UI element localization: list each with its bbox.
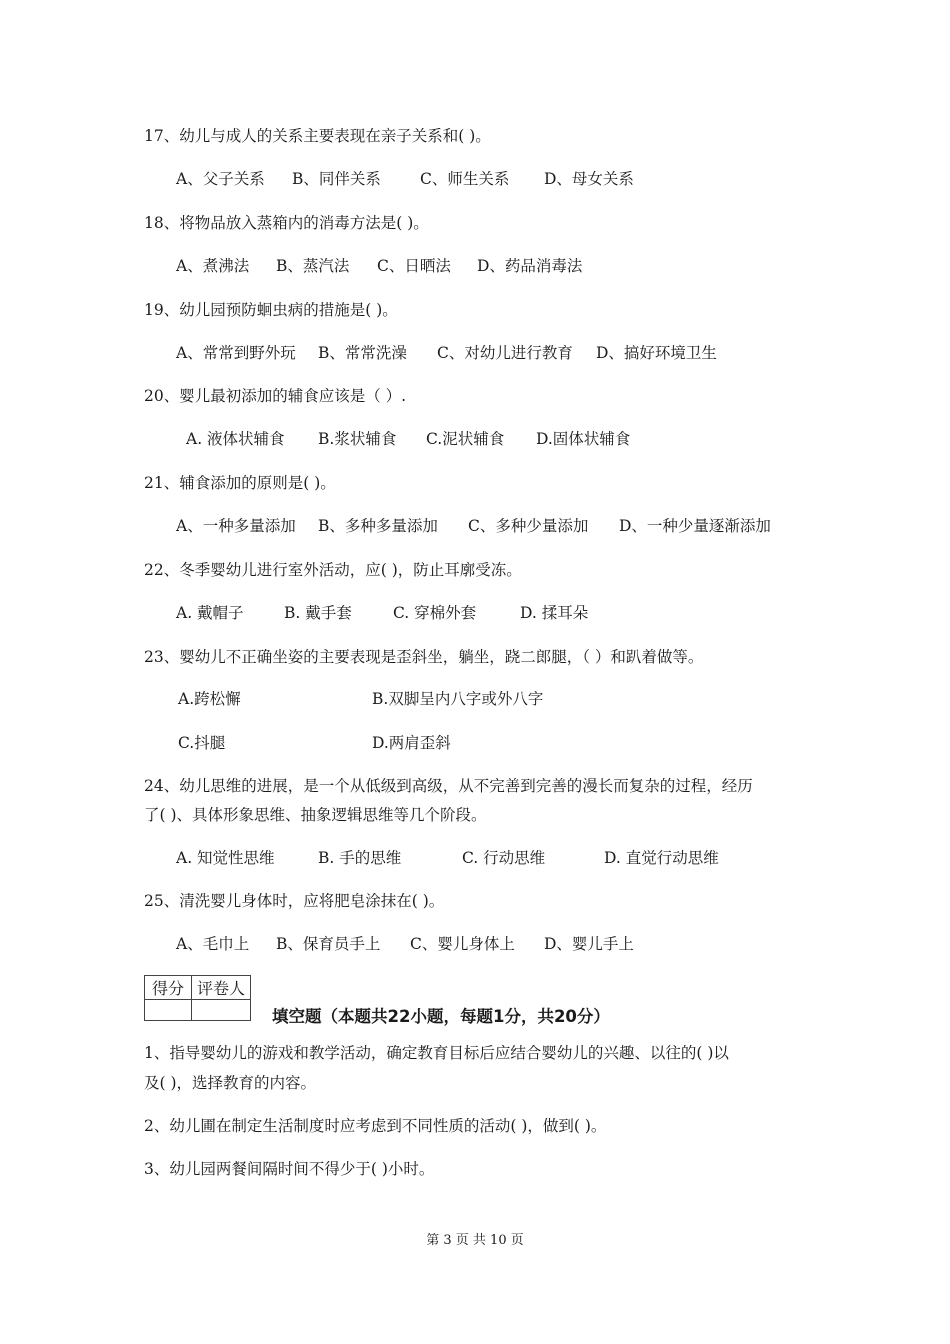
option-a: A、煮沸法 [176, 257, 250, 275]
option-d: D. 揉耳朵 [520, 604, 589, 622]
question-23-option-b: B.双脚呈内八字或外八字 [372, 690, 544, 708]
reviewer-cell[interactable] [192, 1000, 251, 1021]
section-title: 填空题（本题共22小题，每题1分，共20分） [272, 1007, 610, 1026]
page-footer: 第 3 页 共 10 页 [426, 1233, 524, 1248]
option-d: D.固体状辅食 [536, 430, 631, 448]
option-c: C、多种少量添加 [468, 517, 589, 535]
question-21-stem: 21、辅食添加的原则是( )。 [144, 474, 336, 492]
question-24-stem-continued: 了( )、具体形象思维、抽象逻辑思维等几个阶段。 [144, 806, 487, 824]
option-b: B、蒸汽法 [276, 257, 350, 275]
score-table [144, 975, 251, 1021]
option-a: A、父子关系 [176, 170, 265, 188]
option-b: B、同伴关系 [292, 170, 381, 188]
option-c: C. 行动思维 [462, 849, 546, 867]
question-17-stem: 17、幼儿与成人的关系主要表现在亲子关系和( )。 [144, 127, 491, 145]
fill-question-3: 3、幼儿园两餐间隔时间不得少于( )小时。 [144, 1160, 435, 1178]
option-b: B、保育员手上 [276, 935, 381, 953]
option-c: C、师生关系 [420, 170, 510, 188]
fill-question-1: 1、指导婴幼儿的游戏和教学活动，确定教育目标后应结合婴幼儿的兴趣、以往的( )以 [144, 1044, 729, 1062]
question-19-stem: 19、幼儿园预防蛔虫病的措施是( )。 [144, 301, 398, 319]
question-23-option-d: D.两肩歪斜 [372, 734, 451, 752]
option-b: B.浆状辅食 [318, 430, 397, 448]
option-b: B、常常洗澡 [318, 344, 407, 362]
option-c: C、婴儿身体上 [410, 935, 515, 953]
option-b: B. 手的思维 [318, 849, 402, 867]
option-d: D、婴儿手上 [544, 935, 634, 953]
question-24-stem: 24、幼儿思维的进展，是一个从低级到高级，从不完善到完善的漫长而复杂的过程，经历 [144, 777, 753, 795]
reviewer-label: 评卷人 [192, 976, 251, 1000]
fill-question-2: 2、幼儿圃在制定生活制度时应考虑到不同性质的活动( )，做到( )。 [144, 1117, 607, 1135]
option-d: D、一种少量逐渐添加 [619, 517, 771, 535]
option-b: B、多种多量添加 [318, 517, 438, 535]
question-23-option-a: A.跨松懈 [178, 690, 241, 708]
option-d: D. 直觉行动思维 [604, 849, 719, 867]
question-20-stem: 20、婴儿最初添加的辅食应该是（ ）. [144, 387, 407, 405]
score-label: 得分 [145, 976, 192, 1000]
option-a: A. 知觉性思维 [176, 849, 275, 867]
option-a: A. 戴帽子 [176, 604, 244, 622]
option-b: B. 戴手套 [284, 604, 352, 622]
question-25-stem: 25、清洗婴儿身体时，应将肥皂涂抹在( )。 [144, 892, 445, 910]
option-d: D、搞好环境卫生 [596, 344, 717, 362]
option-a: A、毛巾上 [176, 935, 250, 953]
option-c: C、日晒法 [377, 257, 451, 275]
option-a: A. 液体状辅食 [186, 430, 285, 448]
option-a: A、常常到野外玩 [176, 344, 296, 362]
option-d: D、母女关系 [544, 170, 634, 188]
option-d: D、药品消毒法 [477, 257, 583, 275]
option-a: A、一种多量添加 [176, 517, 296, 535]
question-23-option-c: C.抖腿 [178, 734, 226, 752]
question-18-stem: 18、将物品放入蒸箱内的消毒方法是( )。 [144, 214, 429, 232]
option-c: C.泥状辅食 [426, 430, 505, 448]
score-cell[interactable] [145, 1000, 192, 1021]
option-c: C、对幼儿进行教育 [437, 344, 573, 362]
option-c: C. 穿棉外套 [393, 604, 477, 622]
question-22-stem: 22、冬季婴幼儿进行室外活动，应( )，防止耳廓受冻。 [144, 561, 522, 579]
question-23-stem: 23、婴幼儿不正确坐姿的主要表现是歪斜坐，躺坐，跷二郎腿，（ ）和趴着做等。 [144, 648, 704, 666]
fill-question-1-continued: 及( )，选择教育的内容。 [144, 1074, 317, 1092]
